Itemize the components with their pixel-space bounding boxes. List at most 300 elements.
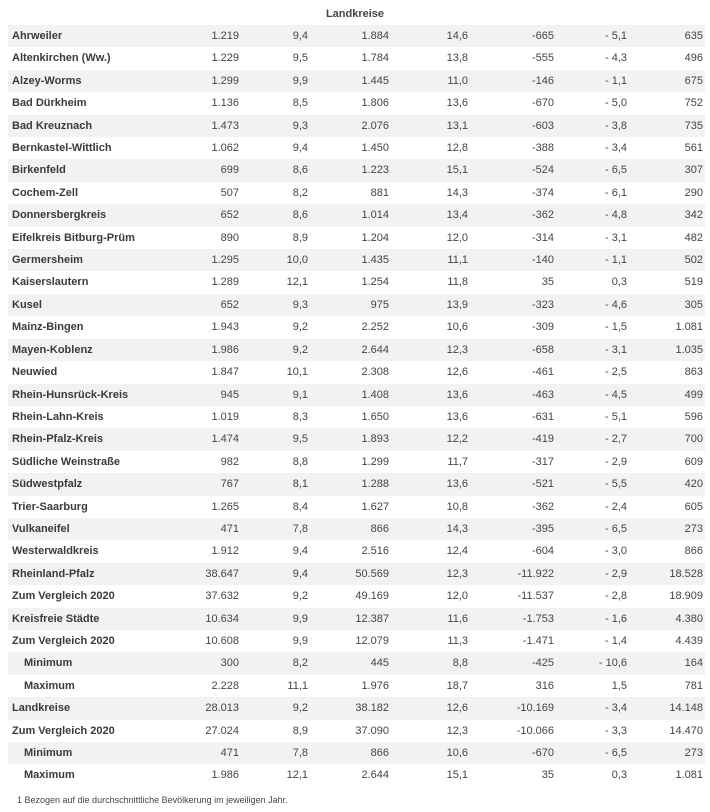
cell-value: 11,6 — [392, 608, 471, 630]
cell-value: 502 — [629, 249, 705, 271]
table-row — [8, 608, 705, 630]
cell-value: -524 — [471, 159, 556, 181]
cell-value: 273 — [629, 518, 705, 540]
cell-value: -425 — [471, 652, 556, 674]
table-row — [8, 339, 705, 361]
cell-value: 420 — [629, 473, 705, 495]
row-label: Trier-Saarburg — [12, 500, 88, 513]
cell-value: 8,3 — [292, 410, 308, 423]
cell-value: 10,6 — [392, 742, 471, 764]
cell-value: -1.471 — [522, 634, 554, 647]
cell-value: 471 — [172, 742, 242, 764]
cell-value: 652 — [172, 204, 242, 226]
cell-value: 8,9 — [292, 724, 308, 737]
cell-value: 2.516 — [361, 545, 389, 558]
cell-value: 609 — [684, 455, 703, 468]
cell-value: -140 — [471, 249, 556, 271]
cell-value: 445 — [310, 652, 392, 674]
cell-value: 1.062 — [211, 142, 239, 155]
cell-value: 37.090 — [355, 724, 389, 737]
cell-value: - 6,5 — [556, 518, 629, 540]
cell-value: 8,2 — [292, 186, 308, 199]
cell-value: -463 — [471, 384, 556, 406]
table-row — [8, 384, 705, 406]
row-label: Zum Vergleich 2020 — [12, 634, 115, 647]
cell-value: - 2,9 — [604, 455, 627, 468]
row-label: Neuwied — [12, 366, 58, 379]
cell-value: 8,9 — [292, 231, 308, 244]
cell-value: - 4,3 — [604, 52, 627, 65]
cell-value: 164 — [629, 652, 705, 674]
cell-value: 605 — [684, 500, 703, 513]
table-row — [8, 361, 705, 383]
cell-value: 1.650 — [361, 410, 389, 423]
cell-value: 8,6 — [242, 204, 310, 226]
cell-value: -603 — [471, 115, 556, 137]
cell-value: 9,2 — [292, 321, 308, 334]
cell-value: 11,1 — [392, 249, 471, 271]
cell-value: 8,5 — [292, 97, 308, 110]
cell-value: 1.435 — [310, 249, 392, 271]
cell-value: 300 — [172, 652, 242, 674]
cell-value: 1.299 — [361, 455, 389, 468]
cell-value: -10.066 — [516, 724, 554, 737]
cell-value: 7,8 — [242, 518, 310, 540]
row-label: Altenkirchen (Ww.) — [12, 52, 111, 65]
cell-value: 342 — [629, 204, 705, 226]
cell-value: 12,1 — [286, 276, 308, 289]
cell-value: 1.299 — [172, 70, 242, 92]
table-row — [8, 697, 705, 719]
cell-value: 519 — [684, 276, 703, 289]
row-label: Maximum — [24, 679, 75, 692]
cell-value: 1.912 — [211, 545, 239, 558]
cell-value: 14,3 — [392, 518, 471, 540]
table-row — [8, 496, 705, 518]
cell-value: 12,2 — [392, 428, 471, 450]
row-label: Cochem-Zell — [12, 186, 79, 199]
cell-value: 1.229 — [211, 52, 239, 65]
cell-value: 866 — [684, 545, 703, 558]
row-label: Westerwaldkreis — [12, 545, 99, 558]
cell-value: - 6,1 — [604, 186, 627, 199]
cell-value: 982 — [220, 455, 239, 468]
cell-value: 305 — [629, 294, 705, 316]
cell-value: 50.569 — [310, 563, 392, 585]
cell-value: 35 — [541, 769, 554, 782]
cell-value: - 3,0 — [604, 545, 627, 558]
cell-value: 12,4 — [446, 545, 468, 558]
cell-value: - 4,6 — [556, 294, 629, 316]
cell-value: -388 — [531, 142, 554, 155]
cell-value: 1.219 — [172, 25, 242, 47]
cell-value: 4.380 — [629, 608, 705, 630]
cell-value: 507 — [220, 186, 239, 199]
cell-value: -461 — [531, 366, 554, 379]
table-row — [8, 271, 705, 293]
cell-value: 596 — [684, 410, 703, 423]
cell-value: 10.608 — [205, 634, 239, 647]
cell-value: 561 — [684, 142, 703, 155]
table-row — [8, 652, 705, 674]
cell-value: 10,0 — [242, 249, 310, 271]
cell-value: 11,8 — [447, 276, 468, 289]
cell-value: 12,8 — [446, 142, 468, 155]
cell-value: - 3,4 — [604, 142, 627, 155]
cell-value: - 6,5 — [556, 742, 629, 764]
cell-value: 8,6 — [242, 159, 310, 181]
cell-value: 18.528 — [629, 563, 705, 585]
cell-value: 1.450 — [361, 142, 389, 155]
cell-value: 0,3 — [611, 276, 627, 289]
cell-value: 11,1 — [287, 679, 308, 692]
table-row — [8, 159, 705, 181]
cell-value: 8,2 — [242, 652, 310, 674]
cell-value: 8,1 — [242, 473, 310, 495]
row-label: Bernkastel-Wittlich — [12, 142, 112, 155]
cell-value: 1.254 — [361, 276, 389, 289]
table-row — [8, 585, 705, 607]
row-label: Rheinland-Pfalz — [8, 563, 172, 585]
cell-value: 12,3 — [392, 563, 471, 585]
table-body — [8, 25, 705, 787]
cell-value: 27.024 — [205, 724, 239, 737]
cell-value: 12,6 — [392, 697, 471, 719]
table-row — [8, 115, 705, 137]
cell-value: - 5,0 — [604, 97, 627, 110]
cell-value: - 2,9 — [556, 563, 629, 585]
cell-value: 863 — [684, 366, 703, 379]
cell-value: 49.169 — [355, 590, 389, 603]
table-row — [8, 720, 705, 742]
cell-value: 13,6 — [446, 410, 468, 423]
cell-value: 10,1 — [286, 366, 308, 379]
cell-value: 890 — [220, 231, 239, 244]
table-row — [8, 182, 705, 204]
cell-value: 699 — [172, 159, 242, 181]
cell-value: 1.289 — [211, 276, 239, 289]
row-label: Minimum — [8, 742, 172, 764]
cell-value: 471 — [172, 518, 242, 540]
cell-value: 11,0 — [392, 70, 471, 92]
table-row — [8, 742, 705, 764]
cell-value: - 1,4 — [604, 634, 627, 647]
cell-value: 9,4 — [292, 142, 308, 155]
cell-value: - 4,5 — [556, 384, 629, 406]
table-row — [8, 25, 705, 47]
cell-value: 13,6 — [392, 473, 471, 495]
cell-value: -362 — [471, 204, 556, 226]
cell-value: 866 — [310, 518, 392, 540]
cell-value: -309 — [531, 321, 554, 334]
cell-value: 12,0 — [446, 590, 468, 603]
cell-value: 1.806 — [361, 97, 389, 110]
cell-value: -419 — [471, 428, 556, 450]
cell-value: - 2,8 — [604, 590, 627, 603]
cell-value: 15,1 — [446, 769, 468, 782]
cell-value: 1.473 — [172, 115, 242, 137]
table-row — [8, 764, 705, 786]
cell-value: 37.632 — [205, 590, 239, 603]
cell-value: - 1,1 — [556, 70, 629, 92]
cell-value: 767 — [172, 473, 242, 495]
cell-value: 675 — [629, 70, 705, 92]
cell-value: 13,8 — [446, 52, 468, 65]
cell-value: 866 — [310, 742, 392, 764]
cell-value: 18.909 — [669, 590, 703, 603]
table-row — [8, 563, 705, 585]
cell-value: 1.893 — [310, 428, 392, 450]
cell-value: 1.986 — [172, 339, 242, 361]
row-label: Südliche Weinstraße — [12, 455, 120, 468]
cell-value: 13,1 — [392, 115, 471, 137]
cell-value: 1.081 — [675, 769, 703, 782]
cell-value: -11.537 — [517, 590, 554, 603]
cell-value: - 1,5 — [604, 321, 627, 334]
cell-value: - 5,1 — [556, 25, 629, 47]
row-label: Germersheim — [8, 249, 172, 271]
cell-value: 1.288 — [310, 473, 392, 495]
cell-value: -658 — [471, 339, 556, 361]
cell-value: - 5,5 — [556, 473, 629, 495]
cell-value: 9,9 — [292, 634, 308, 647]
cell-value: -317 — [531, 455, 554, 468]
table-row — [8, 249, 705, 271]
statistics-table — [8, 25, 705, 787]
cell-value: -555 — [531, 52, 554, 65]
cell-value: -521 — [471, 473, 556, 495]
cell-value: 1.035 — [629, 339, 705, 361]
cell-value: 2.308 — [361, 366, 389, 379]
row-label: Rhein-Hunsrück-Kreis — [8, 384, 172, 406]
cell-value: 2.252 — [361, 321, 389, 334]
cell-value: 290 — [684, 186, 703, 199]
cell-value: 38.647 — [172, 563, 242, 585]
cell-value: -604 — [531, 545, 554, 558]
cell-value: 1.019 — [211, 410, 239, 423]
cell-value: 10,8 — [446, 500, 468, 513]
cell-value: 9,2 — [242, 339, 310, 361]
cell-value: 307 — [629, 159, 705, 181]
cell-value: -10.169 — [471, 697, 556, 719]
cell-value: 1.136 — [211, 97, 239, 110]
cell-value: - 2,4 — [604, 500, 627, 513]
cell-value: 8,8 — [292, 455, 308, 468]
cell-value: 4.439 — [675, 634, 703, 647]
row-label: Zum Vergleich 2020 — [12, 724, 115, 737]
cell-value: - 10,6 — [556, 652, 629, 674]
cell-value: 1.943 — [211, 321, 239, 334]
row-label: Alzey-Worms — [8, 70, 172, 92]
cell-value: 1.847 — [211, 366, 239, 379]
cell-value: 8,8 — [392, 652, 471, 674]
row-label: Landkreise — [8, 697, 172, 719]
table-row — [8, 316, 705, 338]
cell-value: 482 — [684, 231, 703, 244]
row-label: Maximum — [24, 769, 75, 782]
cell-value: 13,6 — [446, 97, 468, 110]
table-row — [8, 406, 705, 428]
cell-value: 11,3 — [447, 634, 468, 647]
row-label: Bad Kreuznach — [8, 115, 172, 137]
cell-value: 9,3 — [242, 115, 310, 137]
table-title: Landkreise — [325, 8, 385, 20]
row-label: Kreisfreie Städte — [8, 608, 172, 630]
cell-value: 14.470 — [669, 724, 703, 737]
table-row — [8, 70, 705, 92]
cell-value: -631 — [531, 410, 554, 423]
cell-value: -11.922 — [471, 563, 556, 585]
cell-value: 1.976 — [361, 679, 389, 692]
cell-value: 13,4 — [392, 204, 471, 226]
row-label: Zum Vergleich 2020 — [12, 590, 115, 603]
cell-value: 12.387 — [310, 608, 392, 630]
cell-value: 635 — [629, 25, 705, 47]
cell-value: 9,9 — [242, 70, 310, 92]
row-label: Rhein-Pfalz-Kreis — [8, 428, 172, 450]
cell-value: 2.644 — [361, 769, 389, 782]
table-row — [8, 92, 705, 114]
cell-value: 9,1 — [242, 384, 310, 406]
cell-value: -314 — [531, 231, 554, 244]
cell-value: -374 — [531, 186, 554, 199]
cell-value: 12,3 — [392, 339, 471, 361]
cell-value: -665 — [471, 25, 556, 47]
table-row — [8, 204, 705, 226]
row-label: Kusel — [8, 294, 172, 316]
cell-value: 1.204 — [361, 231, 389, 244]
cell-value: 1.081 — [675, 321, 703, 334]
cell-value: 945 — [172, 384, 242, 406]
cell-value: -323 — [471, 294, 556, 316]
table-row — [8, 137, 705, 159]
row-label: Minimum — [8, 652, 172, 674]
cell-value: 496 — [684, 52, 703, 65]
cell-value: 735 — [629, 115, 705, 137]
cell-value: 12,1 — [286, 769, 308, 782]
cell-value: 9,4 — [242, 25, 310, 47]
table-row — [8, 518, 705, 540]
cell-value: 1.884 — [310, 25, 392, 47]
cell-value: 1.986 — [211, 769, 239, 782]
table-row — [8, 428, 705, 450]
cell-value: 11,7 — [447, 455, 468, 468]
cell-value: 2.228 — [211, 679, 239, 692]
cell-value: 12,0 — [446, 231, 468, 244]
cell-value: - 3,4 — [556, 697, 629, 719]
cell-value: 1.408 — [310, 384, 392, 406]
cell-value: - 3,1 — [604, 231, 627, 244]
cell-value: 1.445 — [310, 70, 392, 92]
cell-value: 9,9 — [242, 608, 310, 630]
cell-value: 8,4 — [292, 500, 308, 513]
row-label: Mainz-Bingen — [12, 321, 84, 334]
cell-value: 1.295 — [172, 249, 242, 271]
cell-value: 12.079 — [355, 634, 389, 647]
cell-value: - 1,1 — [556, 249, 629, 271]
cell-value: - 4,8 — [556, 204, 629, 226]
row-label: Südwestpfalz — [8, 473, 172, 495]
cell-value: 1.474 — [172, 428, 242, 450]
cell-value: 12,3 — [446, 724, 468, 737]
cell-value: 14,3 — [446, 186, 468, 199]
cell-value: 35 — [541, 276, 554, 289]
cell-value: - 1,6 — [556, 608, 629, 630]
cell-value: 881 — [370, 186, 389, 199]
table-row — [8, 227, 705, 249]
cell-value: 7,8 — [242, 742, 310, 764]
cell-value: 2.644 — [310, 339, 392, 361]
cell-value: 700 — [629, 428, 705, 450]
cell-value: 38.182 — [310, 697, 392, 719]
cell-value: 18,7 — [446, 679, 468, 692]
cell-value: - 3,8 — [556, 115, 629, 137]
cell-value: -670 — [531, 97, 554, 110]
cell-value: -395 — [471, 518, 556, 540]
cell-value: 1.014 — [310, 204, 392, 226]
cell-value: 781 — [684, 679, 703, 692]
cell-value: 28.013 — [172, 697, 242, 719]
table-row — [8, 473, 705, 495]
cell-value: - 2,5 — [604, 366, 627, 379]
cell-value: 14,6 — [392, 25, 471, 47]
cell-value: 652 — [172, 294, 242, 316]
cell-value: 0,3 — [611, 769, 627, 782]
cell-value: 15,1 — [392, 159, 471, 181]
row-label: Rhein-Lahn-Kreis — [12, 410, 104, 423]
footnote: 1 Bezogen auf die durchschnittliche Bevölkerung im jeweiligen Jahr. — [17, 795, 288, 805]
row-label: Donnersbergkreis — [8, 204, 172, 226]
cell-value: -146 — [471, 70, 556, 92]
row-label: Kaiserslautern — [12, 276, 89, 289]
cell-value: 975 — [310, 294, 392, 316]
cell-value: 9,4 — [292, 545, 308, 558]
cell-value: 1.265 — [211, 500, 239, 513]
table-row — [8, 47, 705, 69]
row-label: Birkenfeld — [8, 159, 172, 181]
row-label: Bad Dürkheim — [12, 97, 87, 110]
cell-value: 752 — [684, 97, 703, 110]
cell-value: 13,9 — [392, 294, 471, 316]
cell-value: - 6,5 — [556, 159, 629, 181]
table-row — [8, 675, 705, 697]
cell-value: 1,5 — [611, 679, 627, 692]
cell-value: 10.634 — [172, 608, 242, 630]
row-label: Eifelkreis Bitburg-Prüm — [12, 231, 135, 244]
cell-value: 9,5 — [292, 52, 308, 65]
cell-value: 9,5 — [242, 428, 310, 450]
cell-value: 273 — [629, 742, 705, 764]
cell-value: 1.627 — [361, 500, 389, 513]
table-row — [8, 540, 705, 562]
cell-value: 13,6 — [392, 384, 471, 406]
table-row — [8, 451, 705, 473]
cell-value: 1.223 — [310, 159, 392, 181]
row-label: Ahrweiler — [8, 25, 172, 47]
table-row — [8, 294, 705, 316]
cell-value: - 3,1 — [556, 339, 629, 361]
cell-value: 2.076 — [310, 115, 392, 137]
cell-value: - 5,1 — [604, 410, 627, 423]
cell-value: - 3,3 — [604, 724, 627, 737]
cell-value: 12,6 — [446, 366, 468, 379]
cell-value: - 2,7 — [556, 428, 629, 450]
cell-value: 10,6 — [446, 321, 468, 334]
cell-value: 499 — [629, 384, 705, 406]
cell-value: 9,2 — [242, 697, 310, 719]
row-label: Vulkaneifel — [8, 518, 172, 540]
cell-value: 316 — [535, 679, 554, 692]
